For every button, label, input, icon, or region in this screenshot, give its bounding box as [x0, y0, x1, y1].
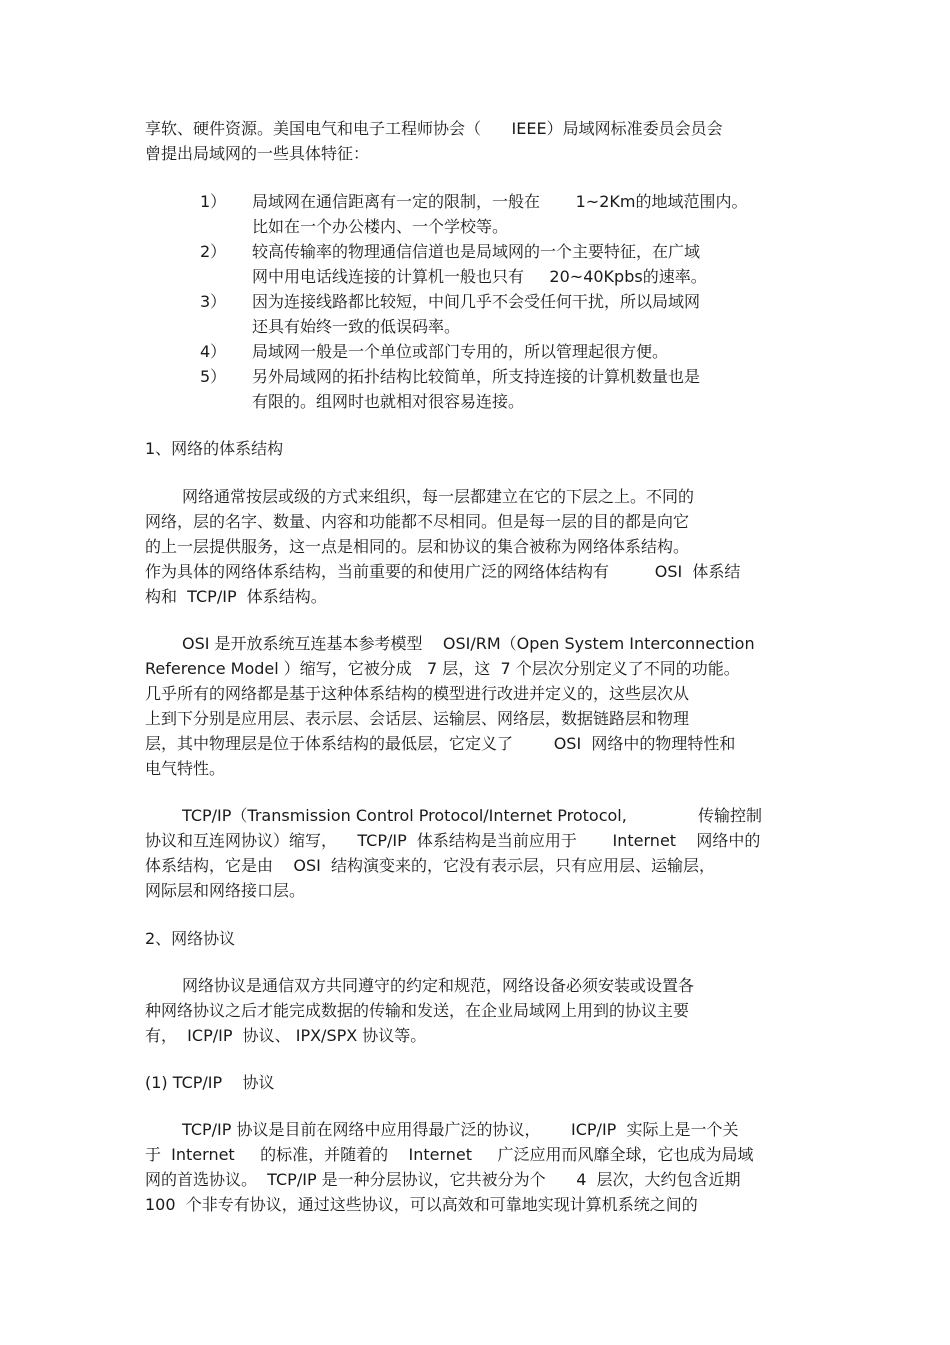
paragraph-line: 有， ICP/IP 协议、 IPX/SPX 协议等。 [145, 1026, 427, 1045]
paragraph-line: 网络，层的名字、数量、内容和功能都不尽相同。但是每一层的目的都是向它 [145, 512, 690, 531]
list-item-line: 网中用电话线连接的计算机一般也只有 20~40Kpbs的速率。 [252, 267, 707, 286]
list-item-line: 局域网一般是一个单位或部门专用的，所以管理起很方便。 [252, 342, 669, 361]
intro-line: 享软、硬件资源。美国电气和电子工程师协会（ IEEE）局域网标准委员会员会 [145, 119, 723, 138]
paragraph-line: 协议和互连网协议）缩写， TCP/IP 体系结构是当前应用于 Internet 网络中的 [145, 831, 761, 850]
paragraph-line: 于 Internet 的标准，并随着的 Internet 广泛应用而风靡全球，它也成为局域 [145, 1145, 754, 1164]
paragraph-line: TCP/IP 协议是目前在网络中应用得最广泛的协议， ICP/IP 实际上是一个关 [182, 1120, 739, 1139]
paragraph-line: 网络协议是通信双方共同遵守的约定和规范，网络设备必须安装或设置各 [182, 976, 695, 995]
list-item-line: 另外局域网的拓扑结构比较简单，所支持连接的计算机数量也是 [252, 367, 701, 386]
list-item-line: 有限的。组网时也就相对很容易连接。 [252, 392, 525, 411]
paragraph-line: 的上一层提供服务，这一点是相同的。层和协议的集合被称为网络体系结构。 [145, 537, 690, 556]
paragraph-line: 体系结构，它是由 OSI 结构演变来的，它没有表示层，只有应用层、运输层， [145, 856, 715, 875]
list-item-line: 因为连接线路都比较短，中间几乎不会受任何干扰，所以局域网 [252, 292, 701, 311]
list-item-number: 4） [200, 342, 227, 361]
paragraph-line: 100 个非专有协议，通过这些协议，可以高效和可靠地实现计算机系统之间的 [145, 1195, 698, 1214]
paragraph-line: Reference Model ）缩写，它被分成 7 层，这 7 个层次分别定义了不同的功能。 [145, 659, 740, 678]
paragraph-line: 网的首选协议。 TCP/IP 是一种分层协议，它共被分为个 4 层次，大约包含近期 [145, 1170, 741, 1189]
list-item-line: 局域网在通信距离有一定的限制，一般在 1~2Km的地域范围内。 [252, 192, 748, 211]
list-item-number: 2） [200, 242, 227, 261]
section-heading: 1、网络的体系结构 [145, 439, 284, 458]
paragraph-line: 层，其中物理层是位于体系结构的最低层，它定义了 OSI 网络中的物理特性和 [145, 734, 736, 753]
paragraph-line: 作为具体的网络体系结构，当前重要的和使用广泛的网络体结构有 OSI 体系结 [145, 562, 741, 581]
paragraph-line: 网络通常按层或级的方式来组织，每一层都建立在它的下层之上。不同的 [182, 487, 695, 506]
paragraph-line: 电气特性。 [145, 759, 226, 778]
list-item-line: 较高传输率的物理通信信道也是局域网的一个主要特征，在广域 [252, 242, 701, 261]
paragraph-line: 构和 TCP/IP 体系结构。 [145, 587, 327, 606]
list-item-number: 3） [200, 292, 227, 311]
paragraph-line: 上到下分别是应用层、表示层、会话层、运输层、网络层，数据链路层和物理 [145, 709, 690, 728]
list-item-number: 5） [200, 367, 227, 386]
paragraph-line: OSI 是开放系统互连基本参考模型 OSI/RM（Open System Interconnection [182, 634, 755, 653]
list-item-number: 1） [200, 192, 227, 211]
list-item-line: 比如在一个办公楼内、一个学校等。 [252, 217, 509, 236]
paragraph-line: 种网络协议之后才能完成数据的传输和发送，在企业局域网上用到的协议主要 [145, 1001, 690, 1020]
paragraph-line: 几乎所有的网络都是基于这种体系结构的模型进行改进并定义的，这些层次从 [145, 684, 690, 703]
section-heading: 2、网络协议 [145, 929, 236, 948]
paragraph-line: 网际层和网络接口层。 [145, 881, 306, 900]
intro-line: 曾提出局域网的一些具体特征： [145, 144, 370, 163]
list-item-line: 还具有始终一致的低误码率。 [252, 317, 461, 336]
paragraph-line: TCP/IP（Transmission Control Protocol/Internet Protocol, 传输控制 [182, 806, 763, 825]
subsection-heading: (1) TCP/IP 协议 [145, 1073, 275, 1092]
